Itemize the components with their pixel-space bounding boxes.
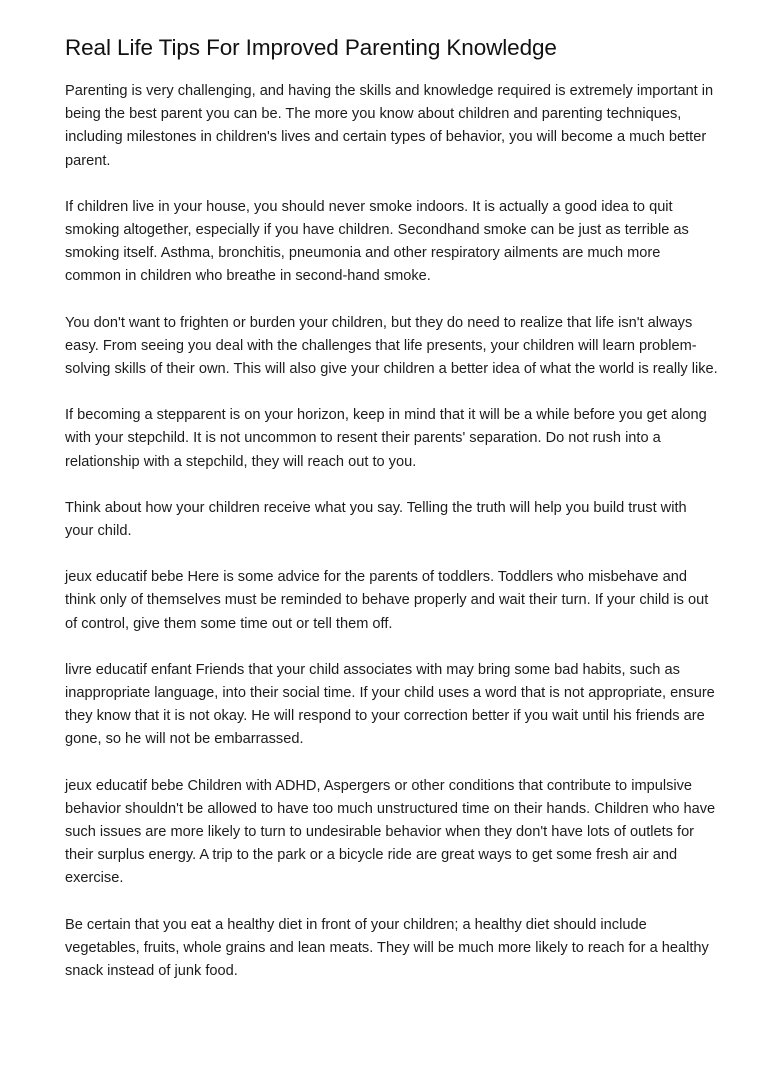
paragraph: You don't want to frighten or burden your children, but they do need to realize that life isn't always easy. From seeing you deal with the challenges that life presents, your children will learn problem-solving skills of their own. This will also give your children a better idea of what the world is really like. bbox=[65, 314, 718, 378]
paragraph: jeux educatif bebe Here is some advice for the parents of toddlers. Toddlers who misbehave and think only of themselves must be reminded to behave properly and wait their turn. If your child is out of control, give them some time out or tell them off. bbox=[65, 569, 709, 632]
paragraph: If children live in your house, you should never smoke indoors. It is actually a good idea to quit smoking altogether, especially if you have children. Secondhand smoke can be just as terrible as smoking itself. Asthma, bronchitis, pneumonia and other respiratory ailments are much more common in children who breathe in second-hand smoke. bbox=[65, 198, 689, 285]
paragraph: jeux educatif bebe Children with ADHD, Aspergers or other conditions that contribute to impulsive behavior shouldn't be allowed to have too much unstructured time on their hands. Children who have such issues are more likely to turn to undesirable behavior when they don't have lots of outlets for their surplus energy. A trip to the park or a bicycle ride are great ways to get some fresh air and exercise. bbox=[65, 777, 716, 887]
paragraph: Parenting is very challenging, and having the skills and knowledge required is extremely important in being the best parent you can be. The more you know about children and parenting techniques, including milestones in children's lives and certain types of behavior, you will become a much better parent. bbox=[65, 83, 714, 169]
page-title: Real Life Tips For Improved Parenting Knowledge bbox=[65, 35, 557, 60]
paragraph: Think about how your children receive what you say. Telling the truth will help you build trust with your child. bbox=[65, 499, 687, 540]
article-body bbox=[65, 80, 718, 983]
paragraph: livre educatif enfant Friends that your child associates with may bring some bad habits, such as inappropriate language, into their social time. If your child uses a word that is not appropriate, ensure they know that it is not okay. He will respond to your correction better if you wait until his friends are gone, so he will not be embarrassed. bbox=[65, 661, 715, 748]
paragraph: If becoming a stepparent is on your horizon, keep in mind that it will be a while before you get along with your stepchild. It is not uncommon to resent their parents' separation. Do not rush into a relationship with a stepchild, they will reach out to you. bbox=[65, 407, 707, 470]
paragraph: Be certain that you eat a healthy diet in front of your children; a healthy diet should include vegetables, fruits, whole grains and lean meats. They will be much more likely to reach for a healthy snack instead of junk food. bbox=[65, 916, 709, 980]
